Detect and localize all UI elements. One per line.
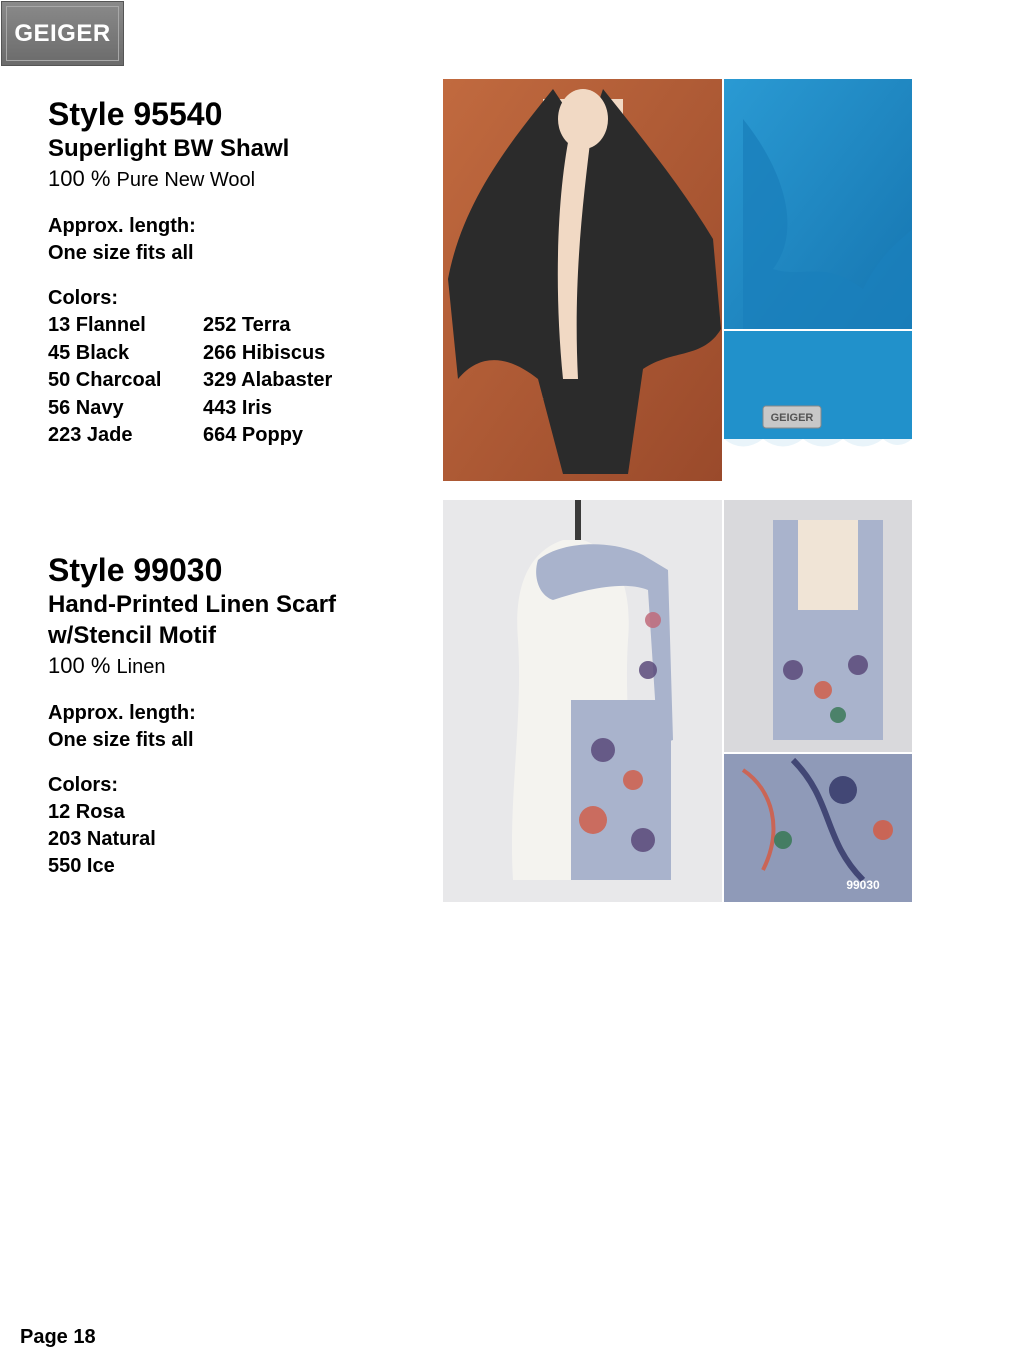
material-line bbox=[48, 651, 336, 682]
product-name-line1: Hand-Printed Linen Scarf bbox=[48, 591, 337, 618]
logo-text: GEIGER bbox=[14, 19, 111, 47]
length-value: One size fits all bbox=[48, 242, 194, 264]
colors-list bbox=[48, 312, 363, 450]
color-item: 13 Flannel bbox=[48, 314, 146, 336]
color-item: 252 Terra bbox=[203, 314, 291, 336]
color-item: 550 Ice bbox=[48, 855, 115, 877]
length-label: Approx. length: bbox=[48, 702, 196, 724]
color-item: 329 Alabaster bbox=[203, 369, 333, 391]
product-info-99030 bbox=[48, 551, 336, 880]
color-item: 203 Natural bbox=[48, 828, 156, 850]
product-name-line2: w/Stencil Motif bbox=[48, 622, 216, 649]
geiger-logo bbox=[1, 1, 124, 66]
product-info-95540 bbox=[48, 95, 363, 450]
colors-label: Colors: bbox=[48, 774, 118, 796]
material-name: Pure New Wool bbox=[116, 169, 256, 191]
product-photo-99030 bbox=[443, 500, 912, 902]
photo-code-text: 99030 bbox=[846, 878, 880, 892]
page-number: Page 18 bbox=[20, 1326, 96, 1348]
material-name: Linen bbox=[116, 656, 166, 678]
colors-label: Colors: bbox=[48, 287, 118, 309]
logo-frame bbox=[6, 6, 119, 61]
product-photo-95540 bbox=[443, 79, 912, 481]
style-number: Style 95540 bbox=[48, 96, 223, 132]
style-number: Style 99030 bbox=[48, 552, 223, 588]
material-percent: 100 % bbox=[48, 653, 111, 678]
material-line bbox=[48, 164, 363, 195]
material-percent: 100 % bbox=[48, 166, 111, 191]
product-name: Superlight BW Shawl bbox=[48, 135, 290, 162]
color-item: 443 Iris bbox=[203, 396, 272, 419]
color-item: 266 Hibiscus bbox=[203, 341, 326, 364]
photo-tag-text: GEIGER bbox=[770, 412, 814, 424]
color-item: 56 Navy bbox=[48, 396, 124, 419]
color-item: 12 Rosa bbox=[48, 801, 125, 823]
photo-code-text: 95540 bbox=[846, 457, 880, 471]
length-value: One size fits all bbox=[48, 729, 194, 751]
color-item: 664 Poppy bbox=[203, 424, 304, 446]
color-item: 45 Black bbox=[48, 341, 130, 364]
color-item: 50 Charcoal bbox=[48, 369, 162, 391]
length-label: Approx. length: bbox=[48, 215, 196, 237]
color-item: 223 Jade bbox=[48, 424, 133, 446]
